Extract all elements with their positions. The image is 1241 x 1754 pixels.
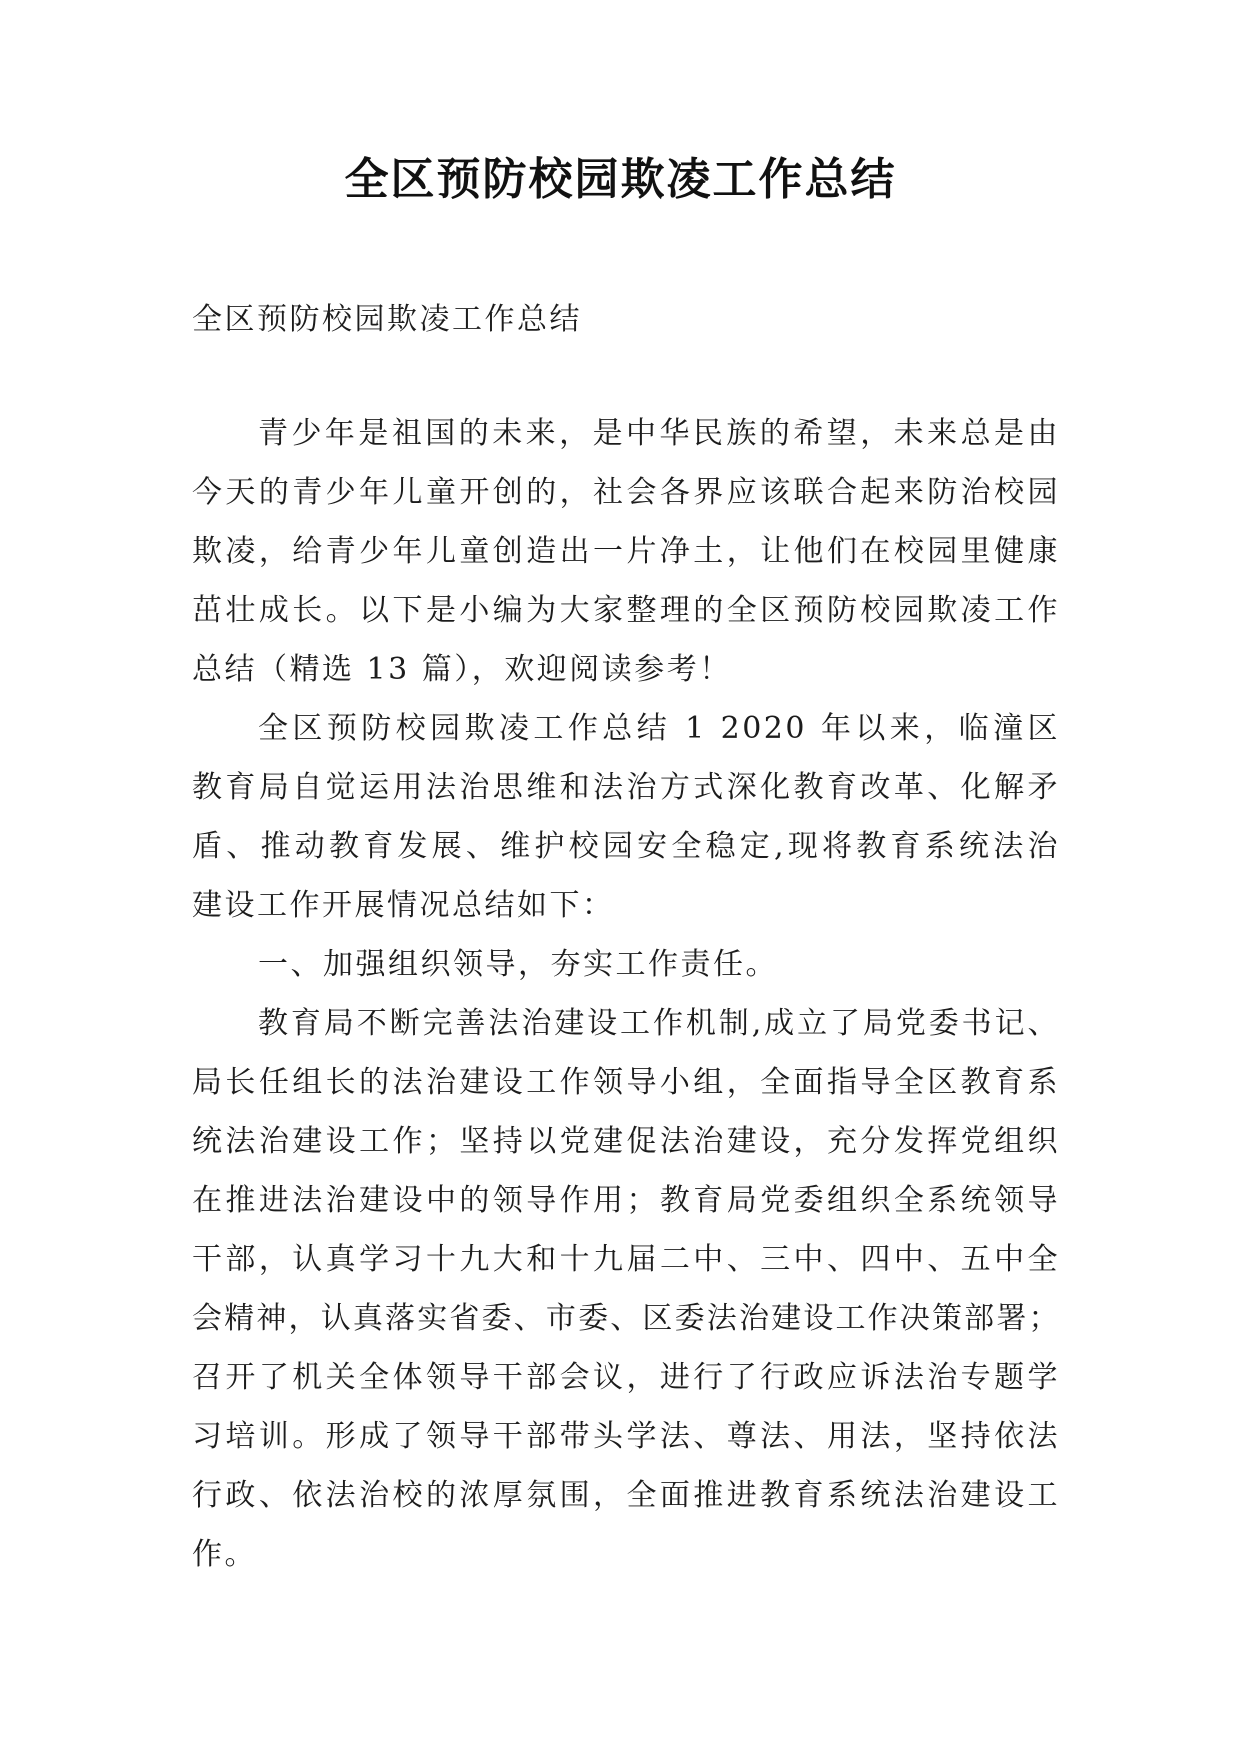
- paragraph-line: 盾、推动教育发展、维护校园安全稳定,现将教育系统法治: [192, 829, 1060, 864]
- body-paragraph: [192, 404, 1060, 699]
- paragraph-line: 建设工作开展情况总结如下：: [192, 888, 615, 923]
- paragraph-line: 召开了机关全体领导干部会议，进行了行政应诉法治专题学: [192, 1360, 1060, 1395]
- paragraph-line: 青少年是祖国的未来，是中华民族的希望，未来总是由: [258, 416, 1060, 451]
- paragraph-line: 总结（精选 13 篇），欢迎阅读参考！: [192, 652, 732, 687]
- body-paragraph: [192, 699, 1060, 935]
- paragraph-line: 茁壮成长。以下是小编为大家整理的全区预防校园欺凌工作: [192, 593, 1060, 628]
- paragraph-line: 干部，认真学习十九大和十九届二中、三中、四中、五中全: [192, 1242, 1060, 1277]
- paragraph-line: 在推进法治建设中的领导作用；教育局党委组织全系统领导: [192, 1183, 1060, 1218]
- paragraph-line: 教育局自觉运用法治思维和法治方式深化教育改革、化解矛: [192, 770, 1060, 805]
- paragraph-line: 教育局不断完善法治建设工作机制,成立了局党委书记、: [258, 1006, 1060, 1041]
- body-paragraph: [192, 935, 1060, 994]
- document-subtitle: 全区预防校园欺凌工作总结: [192, 302, 582, 337]
- paragraph-line: 欺凌，给青少年儿童创造出一片净土，让他们在校园里健康: [192, 534, 1060, 569]
- paragraph-line: 会精神，认真落实省委、市委、区委法治建设工作决策部署；: [192, 1301, 1060, 1336]
- paragraph-line: 全区预防校园欺凌工作总结 1 2020 年以来，临潼区: [258, 711, 1060, 746]
- document-body: [192, 404, 1060, 1584]
- paragraph-line: 行政、依法治校的浓厚氛围，全面推进教育系统法治建设工: [192, 1478, 1060, 1513]
- body-paragraph: [192, 994, 1060, 1584]
- paragraph-line: 作。: [192, 1537, 257, 1572]
- document-title: 全区预防校园欺凌工作总结: [344, 154, 897, 205]
- paragraph-line: 统法治建设工作；坚持以党建促法治建设，充分发挥党组织: [192, 1124, 1060, 1159]
- section-heading: 一、加强组织领导，夯实工作责任。: [258, 947, 778, 982]
- paragraph-line: 今天的青少年儿童开创的，社会各界应该联合起来防治校园: [192, 475, 1060, 510]
- paragraph-line: 习培训。形成了领导干部带头学法、尊法、用法，坚持依法: [192, 1419, 1060, 1454]
- paragraph-line: 局长任组长的法治建设工作领导小组，全面指导全区教育系: [192, 1065, 1060, 1100]
